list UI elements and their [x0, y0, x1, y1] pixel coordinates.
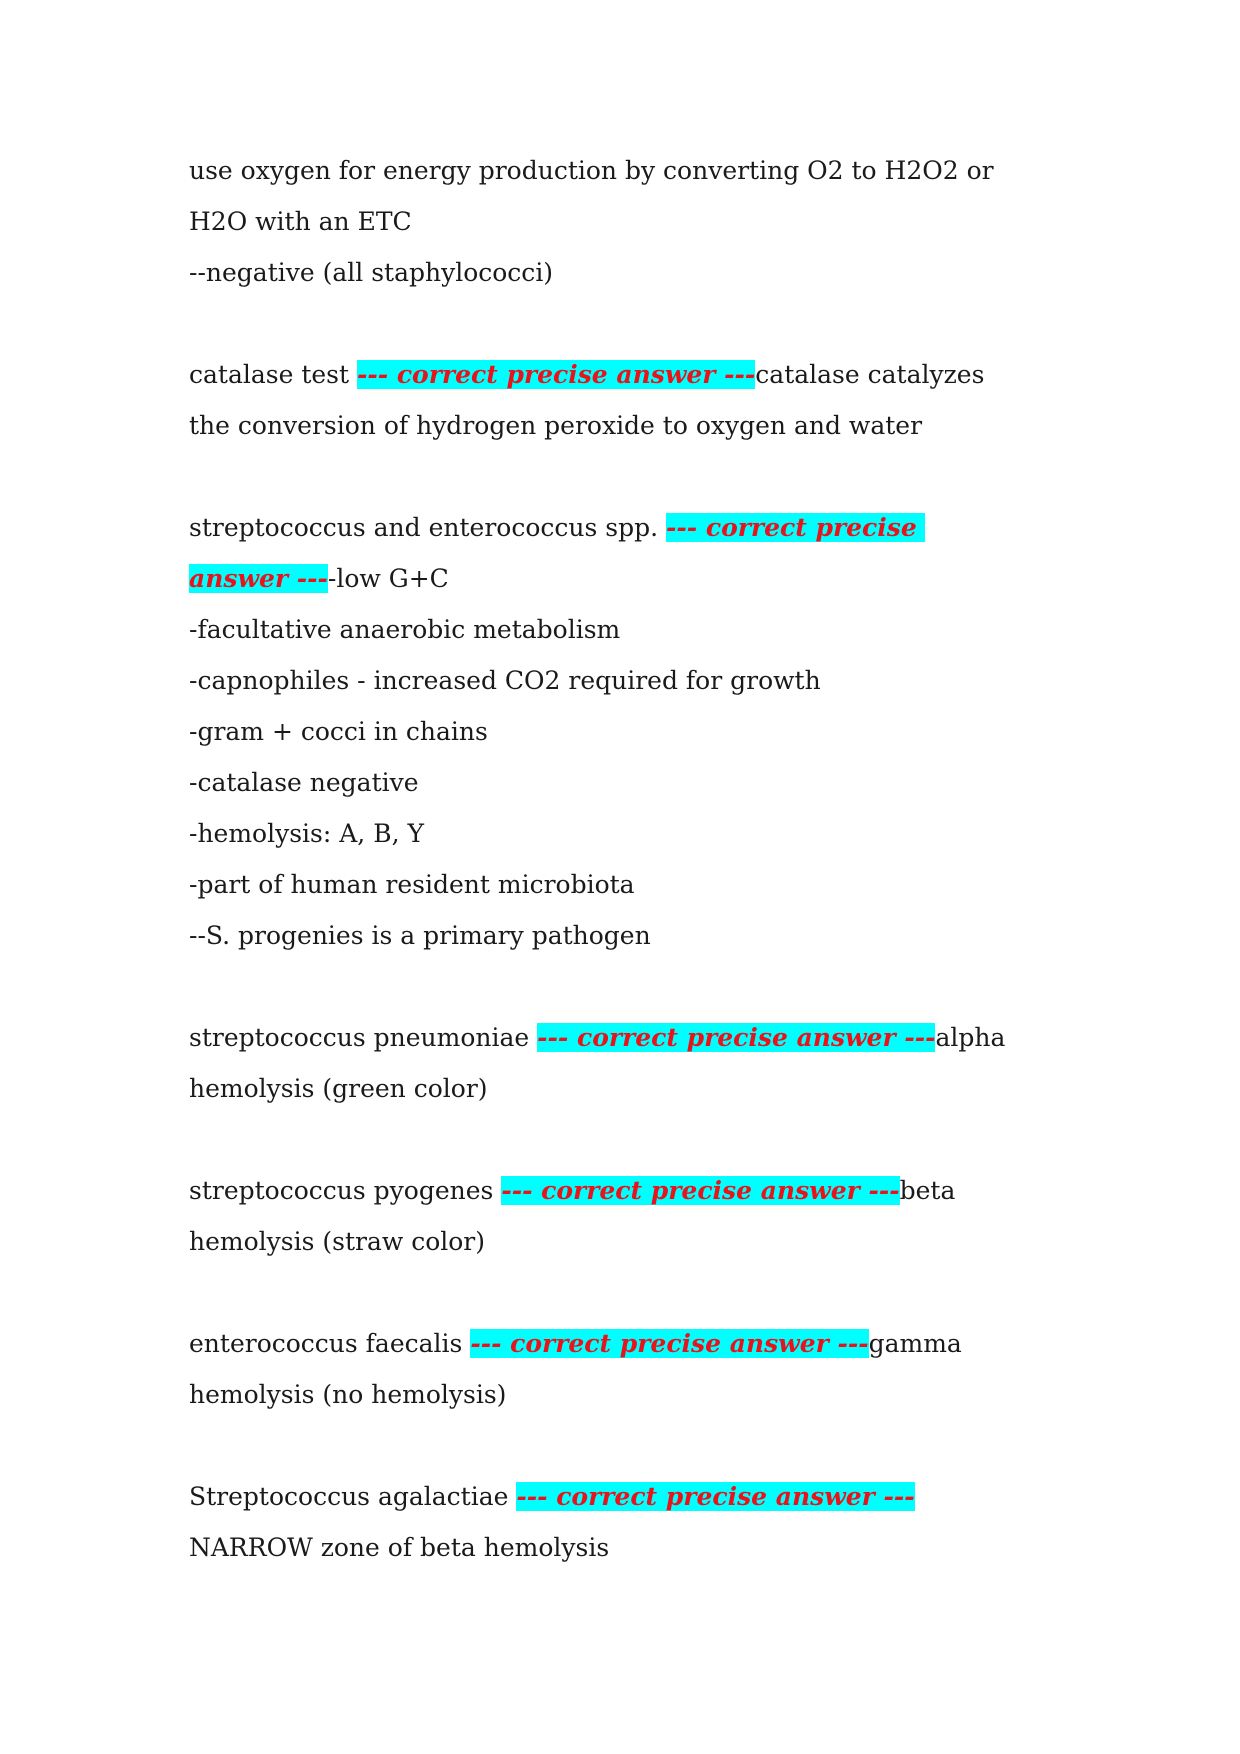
catalase-definition-cont: the conversion of hydrogen peroxide to oxygen and water [189, 411, 923, 440]
pneumoniae-definition-cont: hemolysis (green color) [189, 1074, 488, 1103]
blank-line [189, 451, 1069, 502]
faecalis-definition: gamma [868, 1329, 962, 1358]
catalase-definition: catalase catalyzes [755, 360, 985, 389]
text-line [189, 1522, 1069, 1573]
text-line [189, 553, 1069, 604]
catalase-term: catalase test [189, 360, 357, 389]
agalactiae-definition: NARROW zone of beta hemolysis [189, 1533, 610, 1562]
text-line [189, 349, 1069, 400]
agalactiae-term: Streptococcus agalactiae [189, 1482, 517, 1511]
faecalis-term: enterococcus faecalis [189, 1329, 471, 1358]
text-line [189, 145, 1069, 196]
answer-marker: answer --- [189, 564, 328, 593]
pneumoniae-term: streptococcus pneumoniae [189, 1023, 538, 1052]
text-line [189, 1165, 1069, 1216]
text-line [189, 247, 1069, 298]
bullet-line [189, 706, 1069, 757]
text-line [189, 1063, 1069, 1114]
text-line [189, 1012, 1069, 1063]
oxygen-line-2: H2O with an ETC [189, 207, 412, 236]
strep-entero-bullet: -part of human resident microbiota [189, 870, 635, 899]
blank-line [189, 1114, 1069, 1165]
strep-entero-term: streptococcus and enterococcus spp. [189, 513, 667, 542]
blank-line [189, 1420, 1069, 1471]
text-line [189, 1369, 1069, 1420]
strep-entero-bullet: -hemolysis: A, B, Y [189, 819, 424, 848]
strep-entero-bullet: -capnophiles - increased CO2 required for growth [189, 666, 821, 695]
answer-marker: --- correct precise answer --- [501, 1176, 900, 1205]
blank-line [189, 1267, 1069, 1318]
oxygen-line-1: use oxygen for energy production by converting O2 to H2O2 or [189, 156, 994, 185]
strep-entero-bullet: -facultative anaerobic metabolism [189, 615, 621, 644]
bullet-line [189, 910, 1069, 961]
bullet-line [189, 604, 1069, 655]
answer-marker: --- correct precise answer --- [357, 360, 756, 389]
strep-entero-bullet: -catalase negative [189, 768, 419, 797]
answer-marker: --- correct precise answer --- [516, 1482, 915, 1511]
bullet-line [189, 655, 1069, 706]
strep-entero-bullet: -gram + cocci in chains [189, 717, 488, 746]
pyogenes-definition-cont: hemolysis (straw color) [189, 1227, 486, 1256]
bullet-line [189, 808, 1069, 859]
bullet-line [189, 757, 1069, 808]
bullet-line [189, 859, 1069, 910]
pneumoniae-definition: alpha [935, 1023, 1006, 1052]
text-line [189, 1318, 1069, 1369]
blank-line [189, 961, 1069, 1012]
strep-entero-bullet: --S. progenies is a primary pathogen [189, 921, 651, 950]
answer-marker: --- correct precise answer --- [470, 1329, 869, 1358]
text-line [189, 400, 1069, 451]
text-line [189, 502, 1069, 553]
answer-marker: --- correct precise [666, 513, 926, 542]
pyogenes-term: streptococcus pyogenes [189, 1176, 502, 1205]
oxygen-line-3: --negative (all staphylococci) [189, 258, 554, 287]
document-body [189, 145, 1069, 1573]
strep-entero-definition: -low G+C [327, 564, 449, 593]
faecalis-definition-cont: hemolysis (no hemolysis) [189, 1380, 507, 1409]
text-line [189, 1471, 1069, 1522]
blank-line [189, 298, 1069, 349]
pyogenes-definition: beta [899, 1176, 956, 1205]
text-line [189, 196, 1069, 247]
text-line [189, 1216, 1069, 1267]
answer-marker: --- correct precise answer --- [537, 1023, 936, 1052]
